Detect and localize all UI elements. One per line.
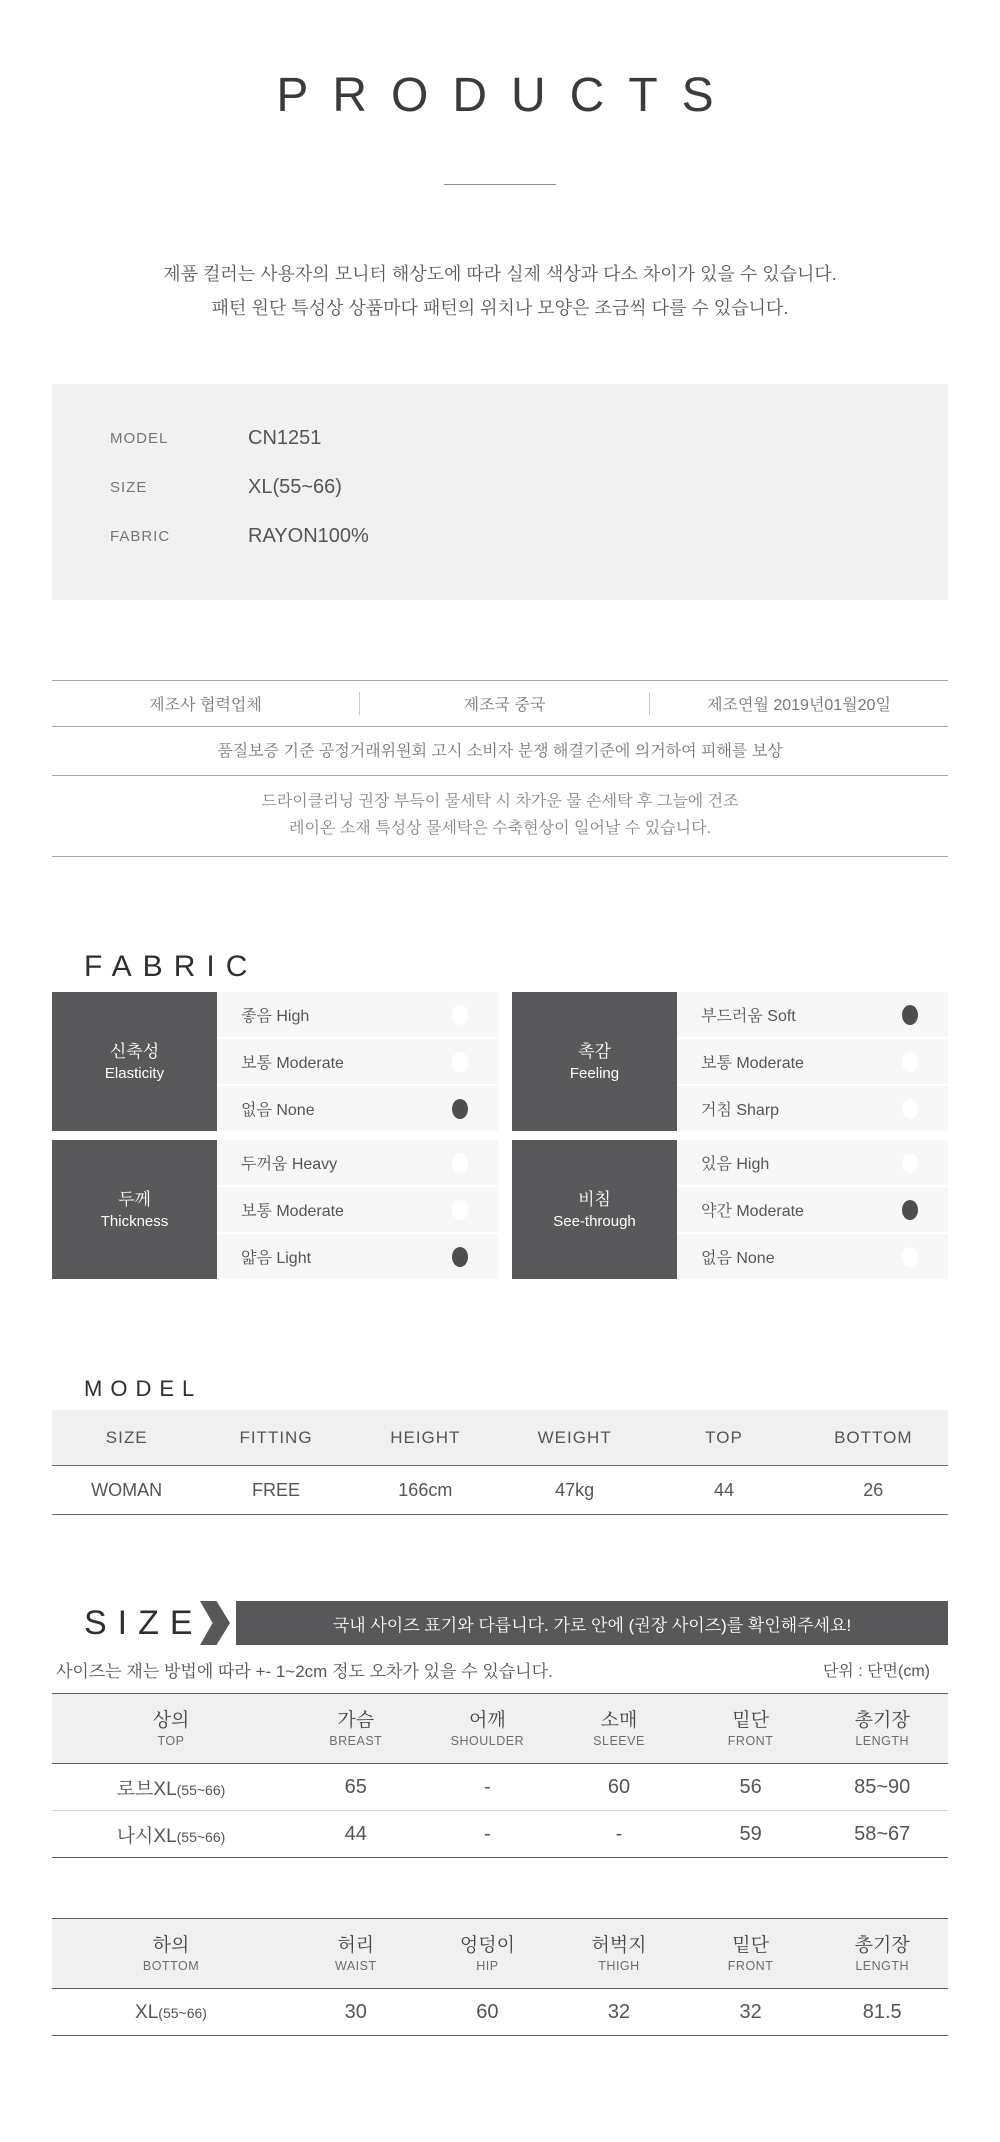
fabric-block-thickness: [52, 1140, 498, 1279]
model-col-bottom: BOTTOM: [834, 1427, 913, 1447]
fabric-option-row: 보통 Moderate: [217, 1187, 498, 1232]
fabric-block-feeling: [512, 992, 948, 1131]
date-cell: 제조연월 2019년01월20일: [707, 697, 891, 714]
size-notice-banner: 국내 사이즈 표기와 다릅니다. 가로 안에 (권장 사이즈)를 확인해주세요!: [236, 1601, 948, 1645]
model-val-size: WOMAN: [91, 1479, 163, 1500]
model-val-fitting: FREE: [251, 1479, 300, 1500]
product-info-row: [110, 475, 948, 499]
model-val-bottom: 26: [863, 1479, 884, 1500]
col-waist: 허리 WAIST: [334, 1934, 377, 1973]
size-note-row: [52, 1656, 948, 1682]
fabric-option-row: 있음 High: [677, 1140, 948, 1185]
fabric-option-row: 보통 Moderate: [677, 1039, 948, 1084]
size-row-sleeveless: 나시XL(55~66) 44 - - 59 58~67: [52, 1811, 948, 1858]
manufacture-row: [52, 681, 948, 727]
fabric-option-row: 거침 Sharp: [677, 1086, 948, 1131]
chevron-right-icon: [200, 1601, 230, 1645]
col-hip: 엉덩이 HIP: [459, 1934, 515, 1973]
size-row-robe: 로브XL(55~66) 65 - 60 56 85~90: [52, 1764, 948, 1811]
info-label-fabric: FABRIC: [110, 527, 171, 545]
option-dot: [452, 1099, 468, 1119]
option-dot: [902, 1153, 918, 1173]
fabric-option-row: 두꺼움 Heavy: [217, 1140, 498, 1185]
model-val-height: 166cm: [398, 1479, 453, 1500]
intro-text: [0, 257, 1000, 325]
warranty-row: 품질보증 기준 공정거래위원회 고시 소비자 분쟁 해결기준에 의거하여 피해를 보상: [52, 727, 948, 776]
fabric-option-row: 부드러움 Soft: [677, 992, 948, 1037]
info-value-model: CN1251: [248, 426, 322, 449]
model-val-top: 44: [713, 1479, 734, 1500]
col-shoulder: 어깨 SHOULDER: [450, 1709, 525, 1748]
option-dot: [902, 1247, 918, 1267]
col-length: 총기장 LENGTH: [854, 1709, 910, 1748]
page-title: PRODUCTS: [276, 69, 738, 122]
product-info-row: [110, 524, 948, 548]
option-dot: [902, 1005, 918, 1025]
size-row-bottom-xl: XL(55~66) 30 60 32 32 81.5: [52, 1989, 948, 2036]
intro-line: 제품 컬러는 사용자의 모니터 해상도에 따라 실제 색상과 다소 차이가 있을 수 있습니다.: [163, 264, 837, 284]
option-dot: [452, 1247, 468, 1267]
size-table-bottom: [52, 1918, 948, 2036]
fabric-block-see-through: [512, 1140, 948, 1279]
manufacture-table: [52, 680, 948, 857]
col-breast: 가슴 BREAST: [329, 1709, 383, 1748]
fabric-option-row: 보통 Moderate: [217, 1039, 498, 1084]
fabric-attribute-label: 신축성 Elasticity: [52, 992, 217, 1131]
model-table-header: [52, 1410, 948, 1466]
country-cell: 제조국 중국: [359, 692, 650, 715]
care-row: [52, 776, 948, 857]
intro-line: 패턴 원단 특성상 상품마다 패턴의 위치나 모양은 조금씩 다를 수 있습니다.: [211, 298, 789, 318]
size-tolerance-note: 사이즈는 재는 방법에 따라 +- 1~2cm 정도 오차가 있을 수 있습니다.: [56, 1661, 553, 1681]
model-col-fitting: FITTING: [239, 1427, 313, 1447]
fabric-block-elasticity: [52, 992, 498, 1131]
title-underline: [444, 184, 556, 185]
fabric-option-row: 얇음 Light: [217, 1234, 498, 1279]
option-dot: [902, 1052, 918, 1072]
model-col-height: HEIGHT: [390, 1427, 461, 1447]
info-value-fabric: RAYON100%: [248, 524, 369, 547]
option-dot: [452, 1005, 468, 1025]
size-table-top-header: [52, 1694, 948, 1764]
model-table: [52, 1410, 948, 1515]
model-section-title: MODEL: [84, 1376, 203, 1401]
size-table-bottom-header: [52, 1919, 948, 1989]
manufacturer-cell: 제조사 협력업체: [149, 697, 262, 714]
product-info-row: [110, 426, 948, 450]
fabric-option-row: 약간 Moderate: [677, 1187, 948, 1232]
model-table-row: [52, 1466, 948, 1515]
info-label-size: SIZE: [110, 478, 148, 496]
model-val-weight: 47kg: [555, 1479, 595, 1500]
option-dot: [902, 1099, 918, 1119]
size-unit-label: 단위 : 단면(cm): [822, 1662, 930, 1680]
care-line: 드라이클리닝 권장 부득이 물세탁 시 차가운 물 손세탁 후 그늘에 건조: [261, 793, 739, 810]
option-dot: [452, 1153, 468, 1173]
model-col-weight: WEIGHT: [537, 1427, 612, 1447]
col-length: 총기장 LENGTH: [854, 1934, 910, 1973]
col-front: 밑단 FRONT: [727, 1934, 774, 1973]
fabric-option-row: 좋음 High: [217, 992, 498, 1037]
col-top: 상의 TOP: [152, 1709, 190, 1748]
fabric-attribute-label: 두께 Thickness: [52, 1140, 217, 1279]
fabric-option-row: 없음 None: [217, 1086, 498, 1131]
option-dot: [452, 1200, 468, 1220]
col-thigh: 허벅지 THIGH: [591, 1934, 647, 1973]
size-section-header: [52, 1601, 948, 1645]
fabric-attribute-label: 비침 See-through: [512, 1140, 677, 1279]
info-label-model: MODEL: [110, 429, 169, 447]
model-col-top: TOP: [705, 1427, 743, 1447]
fabric-attribute-label: 촉감 Feeling: [512, 992, 677, 1131]
info-value-size: XL(55~66): [248, 475, 342, 498]
model-col-size: SIZE: [105, 1427, 148, 1447]
fabric-option-row: 없음 None: [677, 1234, 948, 1279]
option-dot: [452, 1052, 468, 1072]
size-table-top: [52, 1693, 948, 1858]
fabric-grid: [52, 992, 948, 1279]
fabric-section-title: FABRIC: [84, 950, 259, 983]
option-dot: [902, 1200, 918, 1220]
col-sleeve: 소매 SLEEVE: [593, 1709, 645, 1748]
col-bottom: 하의 BOTTOM: [142, 1934, 200, 1973]
care-line: 레이온 소재 특성상 물세탁은 수축현상이 일어날 수 있습니다.: [289, 820, 711, 837]
col-front: 밑단 FRONT: [727, 1709, 774, 1748]
size-section-title: SIZE: [84, 1603, 204, 1642]
product-info-box: [52, 384, 948, 600]
